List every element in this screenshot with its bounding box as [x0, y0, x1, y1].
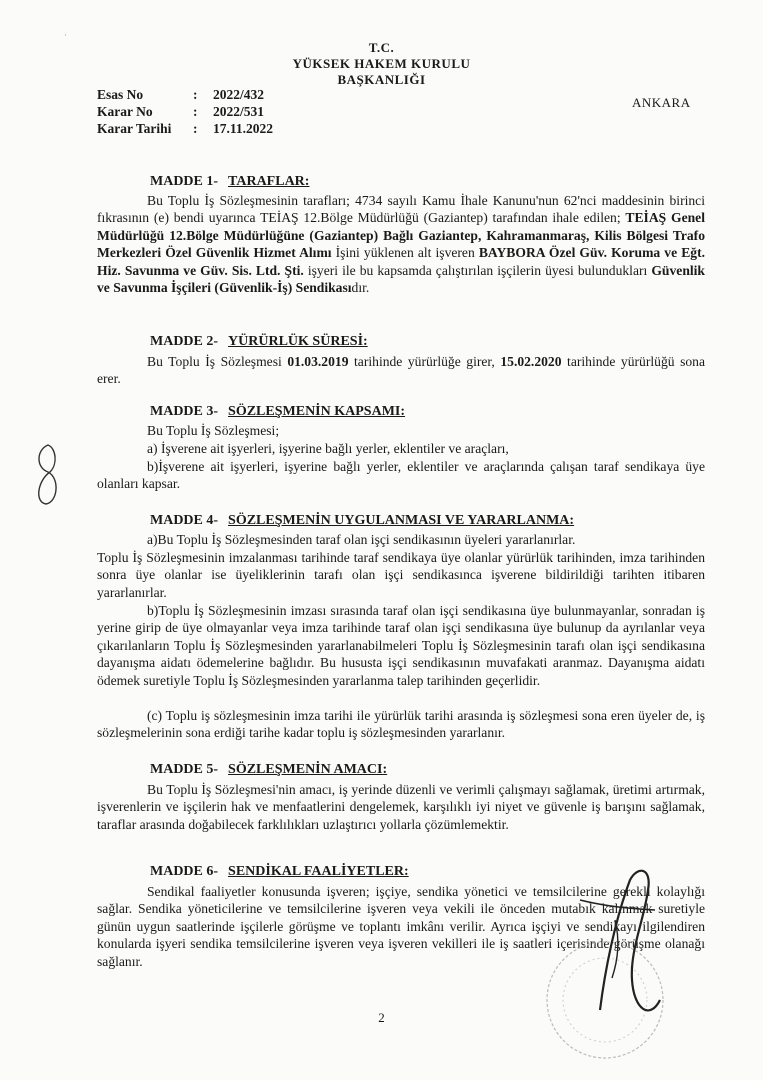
page-number: 2: [378, 1010, 385, 1025]
case-meta: [97, 86, 273, 137]
meta-label: Karar No: [97, 104, 153, 119]
meta-row-esas: [97, 86, 273, 103]
employer-name-bold: BAYBORA Özel Güv. Koruma ve Eğt. Hiz. Savunma ve Güv. Sis. Ltd. Şti.: [97, 245, 705, 278]
article-number: MADDE 1-: [150, 174, 219, 189]
article-number: MADDE 2-: [150, 334, 219, 349]
article-5-heading: [150, 762, 387, 778]
meta-row-tarih: [97, 120, 273, 137]
article-4-heading: [150, 513, 574, 529]
text-run: tarihinde yürürlüğe girer,: [348, 354, 501, 369]
meta-sep: :: [193, 87, 198, 102]
article-title: SÖZLEŞMENİN AMACI:: [228, 762, 388, 777]
article-3-intro: Bu Toplu İş Sözleşmesi;: [147, 423, 280, 438]
article-4-item-a-detail: Toplu İş Sözleşmesinin imzalanması tarihinde taraf sendikaya üye olanlar yürürlük tarihinden, imza tarihinden sonra üye olanlar ise üyeliklerinin tarafı olan işçi sendikasınca işverene bildirildiği tarihten itibaren yararlanırlar.: [97, 550, 705, 600]
article-title: SENDİKAL FAALİYETLER:: [228, 864, 409, 879]
article-number: MADDE 4-: [150, 513, 219, 528]
article-4-item-a: a)Bu Toplu İş Sözleşmesinden taraf olan işçi sendikasının üyeleri yararlanırlar.: [147, 532, 576, 547]
article-number: MADDE 6-: [150, 864, 219, 879]
article-3-heading: [150, 404, 405, 420]
text-run: İşini yüklenen alt işveren: [331, 245, 479, 261]
article-title: SÖZLEŞMENİN UYGULANMASI VE YARARLANMA:: [228, 513, 575, 528]
contract-scope-bold: TEİAŞ Genel Müdürlüğü 12.Bölge Müdürlüğüne (Gaziantep) Bağlı Gaziantep, Kahramanmaraş, Kilis Bölgesi Trafo Merkezleri Özel Güvenlik Hizmet Alımı: [97, 210, 705, 261]
meta-sep: :: [193, 121, 198, 136]
meta-label: Karar Tarihi: [97, 121, 172, 136]
article-4-item-c: (c) Toplu iş sözleşmesinin imza tarihi ile yürürlük tarihi arasında iş sözleşmesi sona eren üyeler de, iş sözleşmelerinin sona erdiği tarihe kadar toplu iş sözleşmesinden yararlanır.: [97, 708, 705, 741]
meta-value: 2022/531: [213, 104, 265, 119]
text-run: Bu Toplu İş Sözleşmesi: [147, 354, 288, 369]
end-date-bold: 15.02.2020: [500, 354, 562, 369]
article-6-text: Sendikal faaliyetler konusunda işveren; işçiye, sendika yönetici ve temsilcilerine gerekli kolaylığı sağlar. Sendika yöneticilerine ve temsilcilerine işveren veya vekili ile önceden mutabık kalınmak suretiyle günün uygun saatlerinde işçilerle görüşme ve toplantı imkânı verilir. Ayrıca işçiyi ve sendikayı ilgilendiren konularda işyeri sendika temsilcilerine işveren veya işveren vekilleri ile iş saatleri içerisinde görüşme olanağı sağlanır.: [97, 884, 705, 969]
article-6-heading: [150, 864, 409, 880]
handwritten-margin-mark: [28, 440, 68, 510]
meta-value: 2022/432: [213, 87, 265, 102]
article-3-item-b: b)İşverene ait işyerleri, işyerine bağlı yerler, eklentiler ve araçlarında çalışan taraf sendikaya üye olanları kapsar.: [97, 459, 705, 492]
article-title: YÜRÜRLÜK SÜRESİ:: [228, 334, 368, 349]
meta-label: Esas No: [97, 87, 144, 102]
article-2-heading: [150, 334, 368, 350]
article-5-text: Bu Toplu İş Sözleşmesi'nin amacı, iş yerinde düzenli ve verimli çalışmayı sağlamak, üretimi artırmak, işverenlerin ve işçilerin hak ve menfaatlerini dengelemek, karşılıklı iyi niyet ve güvenle iş barışını sağlamak, taraflar arasında doğabilecek farklılıkları uzlaştırıcı yollarla çözümlemektir.: [97, 782, 705, 832]
start-date-bold: 01.03.2019: [287, 354, 349, 369]
article-number: MADDE 5-: [150, 762, 219, 777]
meta-value: 17.11.2022: [213, 121, 274, 136]
text-run: tarihinde yürürlüğü sona erer.: [97, 354, 705, 387]
article-1-heading: [150, 174, 309, 190]
article-4-item-b: b)Toplu İş Sözleşmesinin imzası sırasında taraf olan işçi sendikasına üye bulunmayanlar, sonradan iş yerine girip de üye olmayanlar veya imza tarihinde taraf olan işçi sendikasına üye bulunup da ayrılanlar veya çıkarılanların Toplu İş Sözleşmesinden yararlanabilmeleri Toplu İş Sözleşmesinin tarafı olan işçi sendikasına dayanışma aidatı ödemelerine bağlıdır. Bu hususta işçi sendikasının muvafakati aranmaz. Dayanışma aidatı ödemek suretiyle Toplu İş Sözleşmesinden yararlanma talep tarihinden geçerlidir.: [97, 603, 705, 688]
article-title: TARAFLAR:: [228, 174, 310, 189]
article-3-item-a: a) İşverene ait işyerleri, işyerine bağlı yerler, eklentiler ve araçları,: [147, 441, 509, 456]
city: ANKARA: [632, 95, 691, 110]
union-name-bold: Güvenlik ve Savunma İşçileri (Güvenlik-İş) Sendikası: [97, 262, 705, 296]
text-run: dır.: [351, 280, 370, 296]
header-presidency: BAŞKANLIĞI: [337, 72, 426, 87]
scan-mark: ·: [64, 30, 67, 40]
article-2-text: [97, 353, 705, 388]
meta-row-karar: [97, 103, 273, 120]
header-court: YÜKSEK HAKEM KURULU: [292, 56, 471, 71]
meta-sep: :: [193, 104, 198, 119]
article-title: SÖZLEŞMENİN KAPSAMI:: [228, 404, 406, 419]
article-1-text: [97, 192, 705, 296]
handwritten-signature: [560, 860, 670, 1030]
header-tc: T.C.: [368, 40, 395, 55]
text-run: Bu Toplu İş Sözleşmesinin tarafları; 4734 sayılı Kamu İhale Kanunu'nun 62'nci maddesinin birinci fıkrasının (e) bendi uyarınca TEİAŞ 12.Bölge Müdürlüğü (Gaziantep) tarafından ihale edilen;: [97, 193, 705, 226]
text-run: işyeri ile bu kapsamda çalıştırılan işçilerin üyesi bulundukları: [303, 262, 652, 278]
article-number: MADDE 3-: [150, 404, 219, 419]
